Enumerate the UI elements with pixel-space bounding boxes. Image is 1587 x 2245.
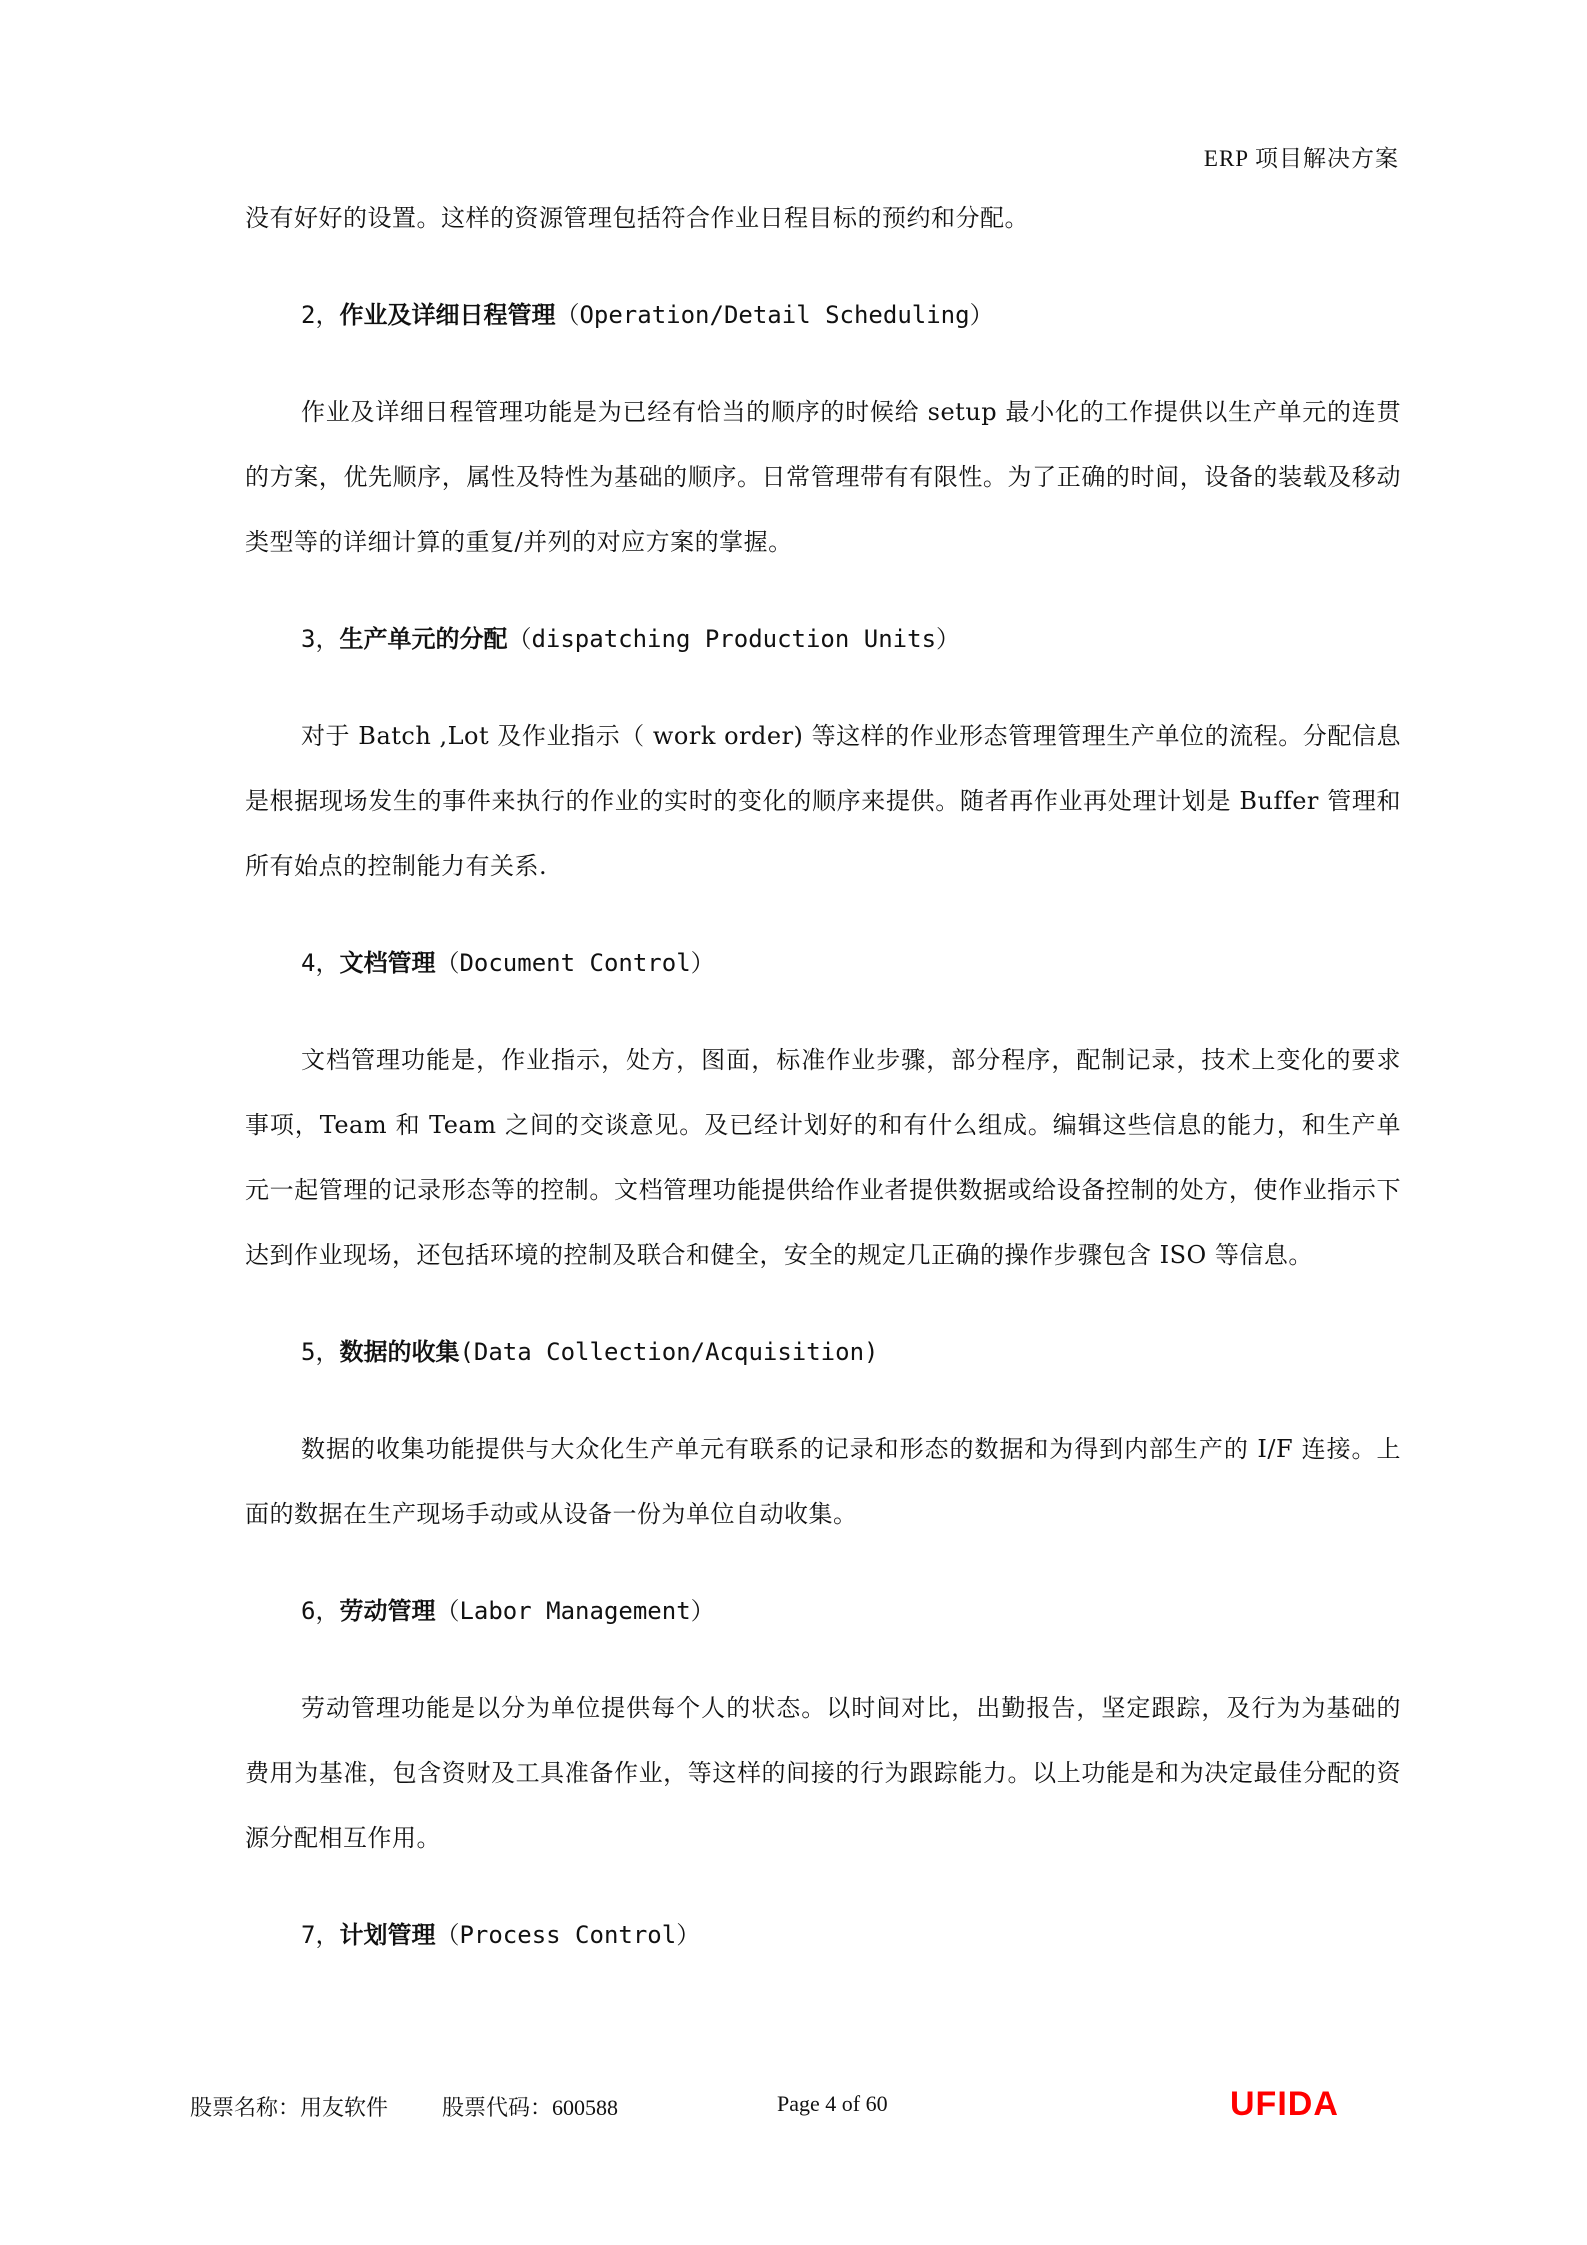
heading-title-cn: 计划管理 xyxy=(339,1921,436,1949)
paragraph-continuation: 没有好好的设置。这样的资源管理包括符合作业日程目标的预约和分配。 xyxy=(245,204,1029,232)
section-heading-6 xyxy=(245,1579,1401,1644)
heading-title-en: （Labor Management） xyxy=(435,1597,715,1625)
ufida-logo: UFIDA xyxy=(1230,2085,1339,2123)
section-heading-2 xyxy=(245,283,1401,348)
heading-title-cn: 生产单元的分配 xyxy=(339,625,508,653)
section-heading-7 xyxy=(245,1903,1401,1968)
paragraph-scheduling: 作业及详细日程管理功能是为已经有恰当的顺序的时候给 setup 最小化的工作提供以生产单元的连贯的方案，优先顺序，属性及特性为基础的顺序。日常管理带有有限性。为了正确的时间，设备的装载及移动类型等的详细计算的重复/并列的对应方案的掌握。 xyxy=(245,398,1401,556)
heading-number: 4， xyxy=(301,949,340,977)
heading-title-en: (Data Collection/Acquisition) xyxy=(459,1338,879,1366)
heading-number: 7， xyxy=(301,1921,340,1949)
stock-name: 股票名称：用友软件 xyxy=(190,2095,389,2120)
heading-title-cn: 作业及详细日程管理 xyxy=(339,301,556,329)
heading-title-en: （dispatching Production Units） xyxy=(507,625,961,653)
page-footer xyxy=(190,2085,1400,2125)
heading-title-cn: 数据的收集 xyxy=(339,1338,460,1366)
paragraph-document-control: 文档管理功能是，作业指示，处方，图面，标准作业步骤，部分程序，配制记录，技术上变化的要求事项，Team 和 Team 之间的交谈意见。及已经计划好的和有什么组成。编辑这些信息的能力，和生产单元一起管理的记录形态等的控制。文档管理功能提供给作业者提供数据或给设备控制的处方，使作业指示下达到作业现场，还包括环境的控制及联合和健全，安全的规定几正确的操作步骤包含 ISO 等信息。 xyxy=(245,1046,1401,1269)
paragraph-dispatching: 对于 Batch ,Lot 及作业指示（ work order) 等这样的作业形态管理管理生产单位的流程。分配信息是根据现场发生的事件来执行的作业的实时的变化的顺序来提供。随者再作业再处理计划是 Buffer 管理和所有始点的控制能力有关系. xyxy=(245,722,1401,880)
heading-title-en: （Document Control） xyxy=(435,949,715,977)
section-heading-4 xyxy=(245,931,1401,996)
paragraph-labor-management: 劳动管理功能是以分为单位提供每个人的状态。以时间对比，出勤报告，坚定跟踪，及行为为基础的费用为基准，包含资财及工具准备作业，等这样的间接的行为跟踪能力。以上功能是和为决定最佳分配的资源分配相互作用。 xyxy=(245,1694,1401,1852)
heading-number: 6， xyxy=(301,1597,340,1625)
page-number: Page 4 of 60 xyxy=(777,2091,888,2116)
section-heading-5 xyxy=(245,1320,1401,1385)
heading-title-cn: 劳动管理 xyxy=(339,1597,436,1625)
heading-number: 5， xyxy=(301,1338,340,1366)
stock-code: 股票代码：600588 xyxy=(442,2095,619,2120)
paragraph-data-collection: 数据的收集功能提供与大众化生产单元有联系的记录和形态的数据和为得到内部生产的 I/F 连接。上面的数据在生产现场手动或从设备一份为单位自动收集。 xyxy=(245,1435,1401,1528)
heading-title-cn: 文档管理 xyxy=(339,949,436,977)
heading-number: 2， xyxy=(301,301,340,329)
heading-title-en: （Operation/Detail Scheduling） xyxy=(555,301,994,329)
page-content xyxy=(245,186,1401,1968)
section-heading-3 xyxy=(245,607,1401,672)
heading-title-en: （Process Control） xyxy=(435,1921,701,1949)
running-header: ERP 项目解决方案 xyxy=(1203,146,1399,171)
heading-number: 3， xyxy=(301,625,340,653)
